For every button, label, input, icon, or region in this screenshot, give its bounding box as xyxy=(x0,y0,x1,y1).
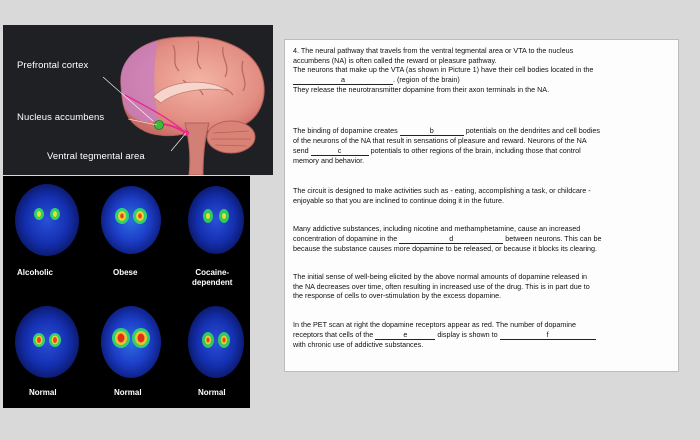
p5-line-2: the NA decreases over time, often resulting in increased use of the drug. This is in part due to xyxy=(293,281,590,291)
q4-line-4-text: . (region of the brain) xyxy=(393,74,460,84)
pet-scan-images xyxy=(3,176,250,408)
q4-line-1: 4. The neural pathway that travels from the ventral tegmental area or VTA to the nucleus xyxy=(293,46,574,55)
p6-before-e: receptors that cells of the xyxy=(293,329,374,339)
p4-line-3: because the substance causes more dopamine to be released, or because it blocks its clearing. xyxy=(293,243,598,253)
blank-c[interactable]: c xyxy=(311,147,369,156)
pet-label-normal-2: Normal xyxy=(114,388,142,397)
p5-line-3: the response of cells to over-stimulation by the excess dopamine. xyxy=(293,291,502,301)
paragraph-well-being xyxy=(293,272,670,301)
p2-line-1 xyxy=(293,126,670,136)
p6-line-3: with chronic use of addictive substances. xyxy=(293,339,424,349)
q4-line-3: The neurons that make up the VTA (as shown in Picture 1) have their cell bodies located in the xyxy=(293,65,594,75)
brain-diagram-panel xyxy=(3,25,273,175)
question-text-panel xyxy=(284,39,679,372)
p4-line-1: Many addictive substances, including nicotine and methamphetamine, cause an increased xyxy=(293,224,581,233)
p2-line-2: of the neurons of the NA that result in sensations of pleasure and reward. Neurons of the NA xyxy=(293,136,587,145)
paragraph-q4 xyxy=(293,46,670,94)
blank-f[interactable]: f xyxy=(500,331,596,340)
paragraph-dopamine-binding xyxy=(293,126,670,165)
p3-line-2: enjoyable so that you are inclined to continue doing it in the future. xyxy=(293,195,504,205)
p4-line-2 xyxy=(293,234,670,244)
p4-after-d: between neurons. This can be xyxy=(505,233,602,243)
paragraph-addictive-substances xyxy=(293,224,670,253)
p5-line-1: The initial sense of well-being elicited by the above normal amounts of dopamine released in xyxy=(293,272,588,281)
paragraph-circuit xyxy=(293,186,670,205)
pet-scan-panel xyxy=(3,176,250,408)
pet-label-alcoholic: Alcoholic xyxy=(17,268,54,277)
p6-after-e: display is shown to xyxy=(437,329,498,339)
pet-label-normal-3: Normal xyxy=(198,388,226,397)
p6-line-1: In the PET scan at right the dopamine receptors appear as red. The number of dopamine xyxy=(293,320,577,329)
label-ventral-tegmental-area: Ventral tegmental area xyxy=(47,151,145,162)
p6-line-2 xyxy=(293,330,670,340)
q4-line-5: They release the neurotransmitter dopamine from their axon terminals in the NA. xyxy=(293,84,550,94)
label-prefrontal-cortex: Prefrontal cortex xyxy=(17,60,89,71)
q4-line-4 xyxy=(293,75,670,85)
p2-line-4: memory and behavior. xyxy=(293,155,365,165)
p4-before-d: concentration of dopamine in the xyxy=(293,233,398,243)
blank-a[interactable]: a xyxy=(293,76,393,85)
pet-label-normal-1: Normal xyxy=(29,388,57,397)
pet-label-obese: Obese xyxy=(113,268,138,277)
blank-d[interactable]: d xyxy=(399,235,503,244)
p2-after-b: potentials on the dendrites and cell bodies xyxy=(465,126,600,135)
blank-b[interactable]: b xyxy=(400,127,464,136)
pet-label-cocaine: Cocaine- dependent xyxy=(192,268,233,287)
p2-before-b: The binding of dopamine creates xyxy=(293,126,398,135)
p2-send: send xyxy=(293,145,309,155)
blank-e[interactable]: e xyxy=(375,331,435,340)
p2-line-3 xyxy=(293,146,670,156)
p3-line-1: The circuit is designed to make activities such as - eating, accomplishing a task, or childcare - xyxy=(293,186,591,195)
q4-line-2: accumbens (NA) is often called the reward or pleasure pathway. xyxy=(293,55,497,65)
label-nucleus-accumbens: Nucleus accumbens xyxy=(17,112,105,123)
p2-after-c: potentials to other regions of the brain, including those that control xyxy=(370,145,581,155)
paragraph-pet-scan xyxy=(293,320,670,349)
